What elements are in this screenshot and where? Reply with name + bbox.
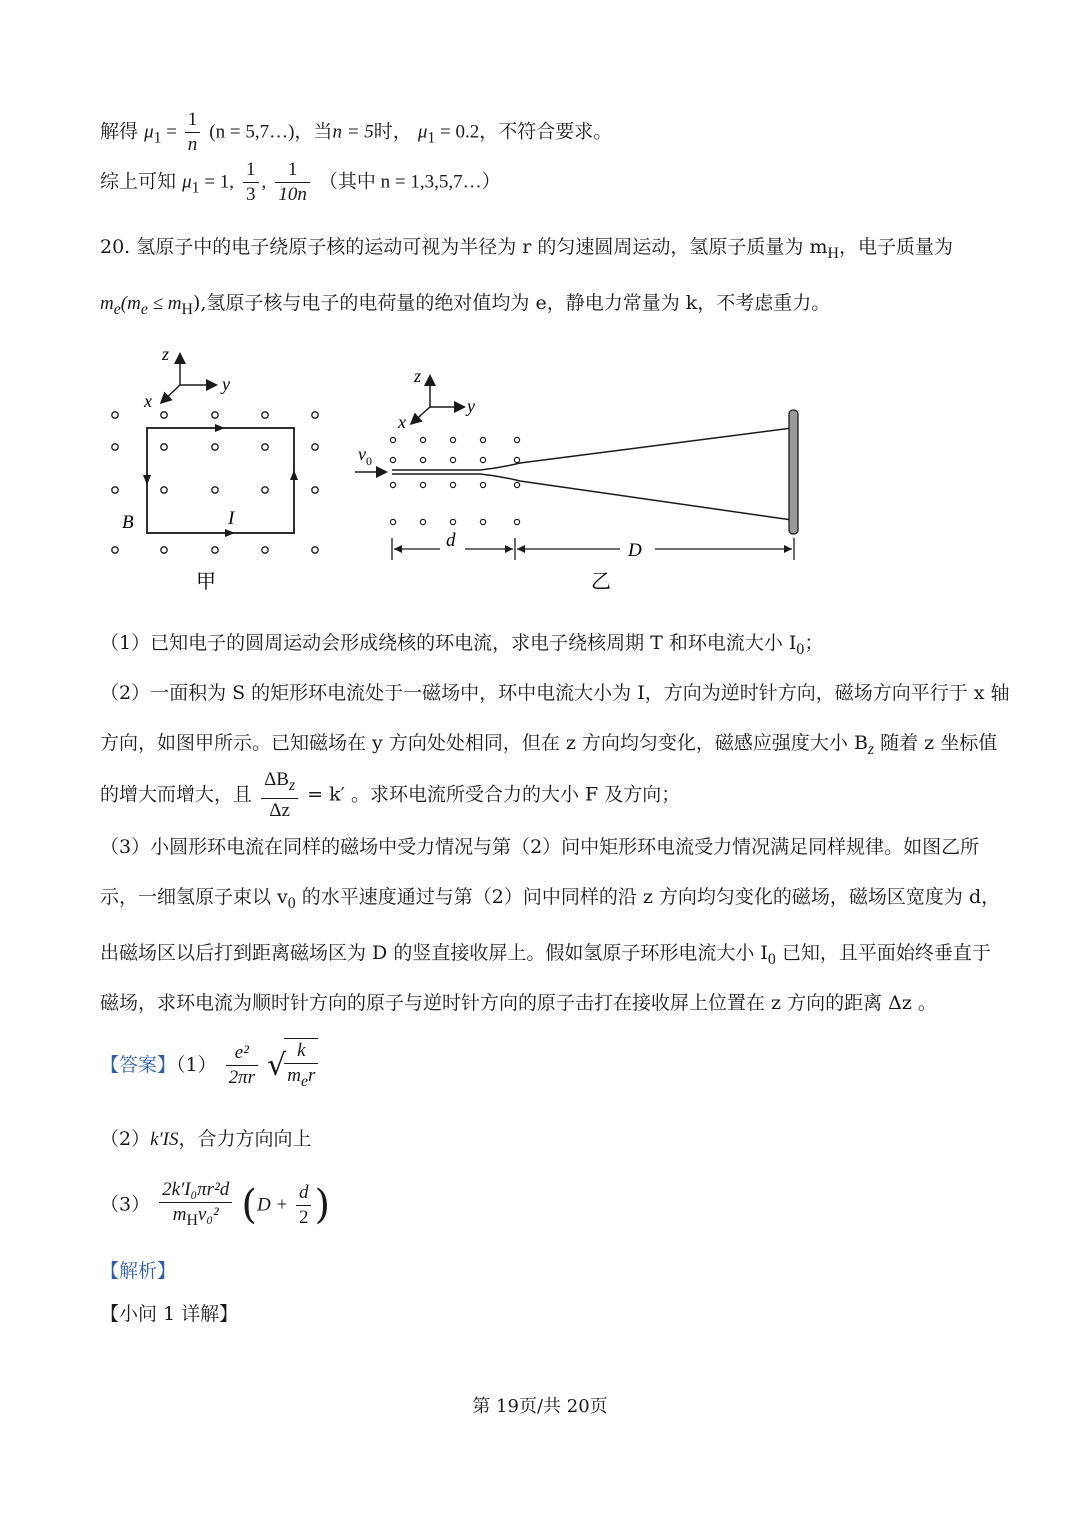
label-D: D [628, 540, 642, 561]
math-n: n = 5 [332, 121, 374, 143]
math-cond: （其中 n = 1,3,5,7…） [318, 171, 501, 193]
current-loop [147, 428, 294, 533]
beam-upper [392, 428, 792, 470]
math-cond: (m [120, 293, 141, 314]
text: 出磁场区以后打到距离磁场区为 D 的竖直接收屏上。假如氢原子环形电流大小 I [100, 942, 768, 964]
math-val: = 0.2 [435, 121, 480, 143]
arrow-right [290, 470, 298, 480]
dim-d-left-arrow [394, 545, 402, 553]
axis-z-label: z [414, 366, 422, 386]
part-2-line-3 [100, 768, 680, 823]
math-eq: = [161, 121, 182, 143]
text: 综上可知 [100, 170, 177, 193]
figure-caption: 乙 [591, 571, 611, 593]
text: ，不符合要求。 [479, 120, 613, 143]
text: 磁场，求环电流为顺时针方向的原子与逆时针方向的原子击打在接收屏上位置在 z 方向的距离 Δz 。 [100, 992, 937, 1014]
frac-den: 2πr [228, 1067, 256, 1089]
frac-den [159, 1203, 232, 1233]
paren-right: ) [314, 1182, 331, 1229]
text: 随着 z 坐标值 [874, 732, 998, 754]
label-B: B [122, 512, 134, 533]
math-sub: e [300, 1072, 309, 1090]
fraction [261, 768, 298, 823]
dim-d-right-arrow [505, 545, 513, 553]
text: ，当 [294, 120, 333, 143]
sqrt-sign: √ [267, 1048, 287, 1084]
sqrt-fraction [284, 1038, 318, 1094]
frac-den: 2 [298, 1206, 309, 1228]
part-label: （2） [100, 1128, 151, 1150]
question-stem-2 [100, 288, 830, 319]
math-le: ≤ m [147, 293, 182, 314]
text: （1）已知电子的圆周运动会形成绕核的环电流，求电子绕核周期 T 和环电流大小 I [100, 632, 797, 654]
den-m: m [172, 1204, 187, 1225]
math-sub: 0 [796, 640, 805, 658]
math-sub: e [113, 300, 121, 318]
math-sub: H [827, 244, 839, 262]
axis-y-label: y [467, 396, 475, 416]
field-dots [112, 412, 318, 553]
fraction [296, 1181, 312, 1230]
math-sub: 1 [153, 129, 162, 147]
part-1 [100, 628, 823, 659]
question-number: 20. [100, 236, 131, 258]
text: 的水平速度通过与第（2）问中同样的沿 z 方向均匀变化的磁场，磁场区宽度为 d， [295, 886, 1001, 908]
frac-num: e² [226, 1041, 258, 1066]
frac-den: 10n [278, 184, 307, 205]
text: （3）小圆形环电流在同样的磁场中受力情况与第（2）问中矩形环电流受力情况满足同样规律。如图乙所 [100, 836, 980, 858]
text: = k′ 。求环电流所受合力的大小 F 及方向； [301, 783, 681, 806]
part-3-line-2 [100, 882, 1000, 913]
frac-num: k [284, 1039, 318, 1064]
den-m: m [287, 1065, 301, 1086]
text: ),氢原子核与电子的电荷量的绝对值均为 e，静电力常量为 k，不考虑重力。 [192, 292, 831, 314]
axis-x-line [162, 385, 180, 402]
fraction [243, 158, 259, 207]
fraction [185, 108, 201, 157]
math-cond: (n = 5,7…) [209, 121, 295, 143]
field-dots [390, 437, 519, 524]
part-3-line-3 [100, 938, 991, 969]
math-sub: H [181, 300, 193, 318]
label-I: I [228, 508, 235, 529]
den-v: v₀² [197, 1204, 219, 1225]
page-number: 第 19页/共 20页 [472, 1396, 608, 1417]
arrow-top [215, 424, 225, 432]
fraction [159, 1178, 232, 1233]
frac-num: d [296, 1181, 312, 1206]
label-v-sub: 0 [366, 454, 372, 468]
math-sub: e [140, 300, 148, 318]
den-r: r [308, 1065, 316, 1086]
figure-jia [100, 340, 340, 600]
fraction [275, 158, 310, 207]
fraction [226, 1041, 258, 1090]
text: 氢原子中的电子绕原子核的运动可视为半径为 r 的匀速圆周运动，氢原子质量为 m [136, 236, 828, 258]
math-sub: z [288, 776, 296, 794]
math-expr: k′IS [150, 1129, 179, 1150]
solution-line-1 [100, 108, 612, 157]
axis-z-label: z [162, 344, 170, 364]
label-v0 [358, 444, 372, 468]
answer-1 [100, 1038, 321, 1094]
text: 示，一细氢原子束以 v [100, 886, 288, 908]
analysis-tag [100, 1256, 176, 1283]
frac-num [261, 768, 298, 799]
text: 解得 [100, 120, 139, 143]
math-sub: 0 [287, 894, 296, 912]
label-v: v [358, 444, 366, 464]
dim-D-right-arrow [784, 545, 792, 553]
analysis-tag-text: 【解析】 [100, 1260, 177, 1282]
math-sub: 0 [767, 950, 776, 968]
question-stem-1 [100, 232, 953, 263]
frac-den: n [187, 134, 198, 155]
part-3-line-4 [100, 988, 937, 1015]
math-m: m [100, 293, 114, 314]
text: 【小问 1 详解】 [100, 1303, 239, 1325]
math-sub: 1 [427, 129, 436, 147]
math-sub: z [867, 740, 875, 758]
frac-num: 1 [275, 158, 310, 183]
arrow-bottom [225, 529, 235, 537]
comma: , [261, 171, 267, 193]
frac-den [284, 1064, 318, 1094]
figure-yi [350, 360, 820, 600]
label-d: d [446, 530, 456, 551]
axis-x-line [412, 407, 430, 423]
frac-den: Δz [269, 799, 290, 821]
text: ； [804, 632, 824, 654]
text: 已知，且平面始终垂直于 [775, 942, 991, 964]
math-eq: = 1, [199, 171, 234, 193]
frac-num-text: ΔB [264, 769, 289, 790]
arrow-left [143, 475, 151, 485]
frac-num: 2k′I₀πr²d [159, 1178, 232, 1203]
page-footer [0, 1392, 1080, 1418]
answer-3 [100, 1178, 330, 1233]
part-label: （3） [100, 1193, 151, 1216]
text: ，电子质量为 [838, 236, 953, 258]
figure-caption: 甲 [196, 571, 216, 593]
answer-2 [100, 1124, 312, 1151]
beam-lower [392, 474, 792, 520]
axis-x-label: x [144, 391, 152, 411]
solution-line-2 [100, 158, 501, 207]
paren-left: ( [241, 1182, 257, 1229]
part-2-line-2 [100, 728, 997, 759]
math-D: D + [256, 1194, 293, 1216]
sub-question-1-heading [100, 1299, 238, 1326]
math-sub: 1 [191, 179, 200, 197]
axis-x-label: x [398, 412, 406, 432]
dim-D-left-arrow [517, 545, 525, 553]
screen [789, 410, 798, 534]
part-label: （1） [176, 1053, 217, 1076]
text: 时， [373, 120, 412, 143]
text: 的增大而增大，且 [100, 783, 253, 806]
answer-tag: 【答案】 [100, 1053, 177, 1076]
frac-num: 1 [185, 108, 201, 133]
text: 方向，如图甲所示。已知磁场在 y 方向处处相同，但在 z 方向均匀变化，磁感应强度大小 B [100, 732, 868, 754]
axis-y-label: y [222, 374, 230, 394]
text: （2）一面积为 S 的矩形环电流处于一磁场中，环中电流大小为 I，方向为逆时针方向，磁场方向平行于 x 轴 [100, 682, 1010, 704]
math-mu: μ [144, 121, 154, 143]
text: ，合力方向向上 [178, 1128, 312, 1150]
math-mu: μ [182, 171, 192, 193]
math-sub: H [186, 1211, 198, 1229]
math-mu: μ [417, 121, 428, 143]
frac-den: 3 [246, 184, 256, 205]
part-3-line-1 [100, 832, 979, 859]
frac-num: 1 [243, 158, 259, 183]
part-2-line-1 [100, 678, 1010, 705]
